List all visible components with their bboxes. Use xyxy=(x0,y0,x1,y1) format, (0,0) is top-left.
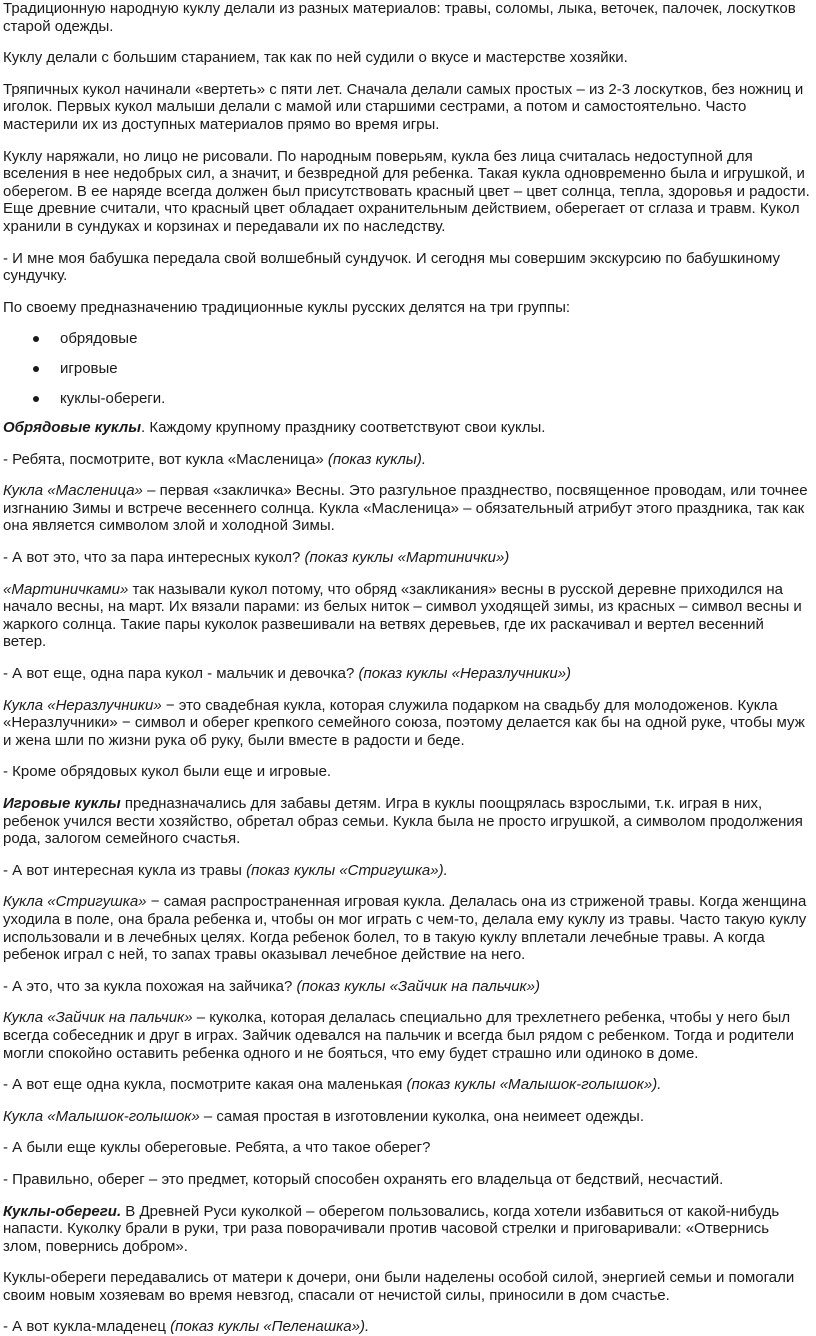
paragraph: - Правильно, оберег – это предмет, который способен охранять его владельца от бедствий, несчастий. xyxy=(3,1170,724,1188)
paragraph: - А вот кукла-младенец (показ куклы «Пеленашка»). xyxy=(3,1318,370,1336)
bullet-icon xyxy=(33,396,39,402)
paragraph: Кукла «Стригушка» − самая распространенная игровая кукла. Делалась она из стриженой травы. Когда женщина уходила в поле, она брала ребенка и, чтобы он мог играть с чем-то, делала ему куклу из травы. Часто такую куклу использовали и в лечебных целях. Когда ребенок болел, то в такую куклу вплетали лечебные травы. А когда ребенок играл с ней, то запах травы оказывал лечебное действие на него. xyxy=(3,893,807,964)
paragraph: - И мне моя бабушка передала свой волшебный сундучок. И сегодня мы совершим экскурсию по бабушкиному сундучку. xyxy=(3,249,780,285)
bullet-icon xyxy=(33,336,39,342)
paragraph: «Мартиничками» так называли кукол потому, что обряд «закликания» весны в русской деревне приходился на начало весны, на март. Их вязали парами: из белых ниток – символ уходящей зимы, из красных – символ весны и жаркого солнца. Такие пары куколок развешивали на ветвях деревьев, где их раскачивал и вертел весенний ветер. xyxy=(3,580,802,651)
paragraph: Кукла «Малышок-голышок» – самая простая в изготовлении куколка, она неимеет одежды. xyxy=(3,1107,645,1125)
section-heading: Обрядовые куклы xyxy=(3,419,142,437)
doll-groups-list xyxy=(3,330,810,407)
paragraph: Куклы-обереги. В Древней Руси куколкой – оберегом пользовались, когда хотели избавиться от какой-нибудь напасти. Куколку брали в руки, три раза поворачивали против часовой стрелки и приговаривали: «Отвернись злом, повернись добром». xyxy=(3,1202,780,1255)
paragraph: Игровые куклы предназначались для забавы детям. Игра в куклы поощрялась взрослыми, т.к. играя в них, ребенок учился вести хозяйство, обретал образ семьи. Кукла была не просто игрушкой, а символом продолжения рода, залогом семейного счастья. xyxy=(3,795,803,848)
paragraph: - А это, что за кукла похожая на зайчика? (показ куклы «Зайчик на пальчик») xyxy=(3,977,540,995)
list-item: игровые xyxy=(3,360,810,378)
paragraph: - А вот это, что за пара интересных кукол? (показ куклы «Мартинички») xyxy=(3,549,510,567)
paragraph: Обрядовые куклы. Каждому крупному празднику соответствуют свои куклы. xyxy=(3,419,546,437)
paragraph: - А вот интересная кукла из травы (показ куклы «Стригушка»). xyxy=(3,861,448,879)
paragraph: - А вот еще, одна пара кукол - мальчик и девочка? (показ куклы «Неразлучники») xyxy=(3,665,572,683)
list-item: куклы-обереги. xyxy=(3,390,810,408)
paragraph: Кукла «Масленица» – первая «закличка» Весны. Это разгульное празднество, посвященное проводам, или точнее изгнанию Зимы и встрече весеннего солнца. Кукла «Масленица» – обязательный атрибут этого праздника, так как она является символом злой и холодной Зимы. xyxy=(3,482,808,535)
section-heading: Игровые куклы xyxy=(3,795,121,812)
paragraph: - Кроме обрядовых кукол были еще и игровые. xyxy=(3,763,332,781)
paragraph: По своему предназначению традиционные куклы русских делятся на три группы: xyxy=(3,298,571,316)
paragraph: Кукла «Неразлучники» − это свадебная кукла, которая служила подарком на свадьбу для молодоженов. Кукла «Неразлучники» − символ и оберег крепкого семейного союза, поэтому делается как бы на одной руке, чтобы муж и жена шли по жизни рука об руку, были вместе в радости и беде. xyxy=(3,696,805,749)
section-heading: Куклы-обереги. xyxy=(3,1202,122,1220)
paragraph: Куклу наряжали, но лицо не рисовали. По народным поверьям, кукла без лица считалась недоступной для вселения в нее недобрых сил, а значит, и безвредной для ребенка. Такая кукла одновременно была и игрушкой, и оберегом. В ее наряде всегда должен был присутствовать красный цвет – цвет солнца, тепла, здоровья и радости. Еще древние считали, что красный цвет обладает охранительным действием, оберегает от сглаза и травм. Кукол хранили в сундуках и корзинах и передавали их по наследству. xyxy=(3,147,810,235)
bullet-icon xyxy=(33,366,39,372)
paragraph: - А были еще куклы обереговые. Ребята, а что такое оберег? xyxy=(3,1139,431,1157)
paragraph: Куклы-обереги передавались от матери к дочери, они были наделены особой силой, энергией семьи и помогали своим новым хозяевам во время невзгод, спасали от нечистой силы, приносили в дом счастье. xyxy=(3,1269,795,1304)
list-item: обрядовые xyxy=(3,330,810,348)
paragraph: Куклу делали с большим старанием, так как по ней судили о вкусе и мастерстве хозяйки. xyxy=(3,49,628,67)
paragraph: Кукла «Зайчик на пальчик» – куколка, которая делалась специально для трехлетнего ребенка, чтобы у него был всегда собеседник и друг в играх. Зайчик одевался на пальчик и всегда был рядом с ребенком. Тогда и родители могли спокойно оставить ребенка одного и не бояться, что ему будет страшно или одиноко в доме. xyxy=(3,1009,794,1062)
paragraph: Традиционную народную куклу делали из разных материалов: травы, соломы, лыка, веточек, палочек, лоскутков старой одежды. xyxy=(3,0,796,35)
paragraph: - А вот еще одна кукла, посмотрите какая она маленькая (показ куклы «Малышок-голышок»). xyxy=(3,1076,662,1094)
paragraph: - Ребята, посмотрите, вот кукла «Масленица» (показ куклы). xyxy=(3,450,426,468)
paragraph: Тряпичных кукол начинали «вертеть» с пяти лет. Сначала делали самых простых – из 2-3 лоскутков, без ножниц и иголок. Первых кукол малыши делали с мамой или старшими сестрами, а потом и самостоятельно. Часто мастерили их из доступных материалов прямо во время игры. xyxy=(3,80,804,133)
